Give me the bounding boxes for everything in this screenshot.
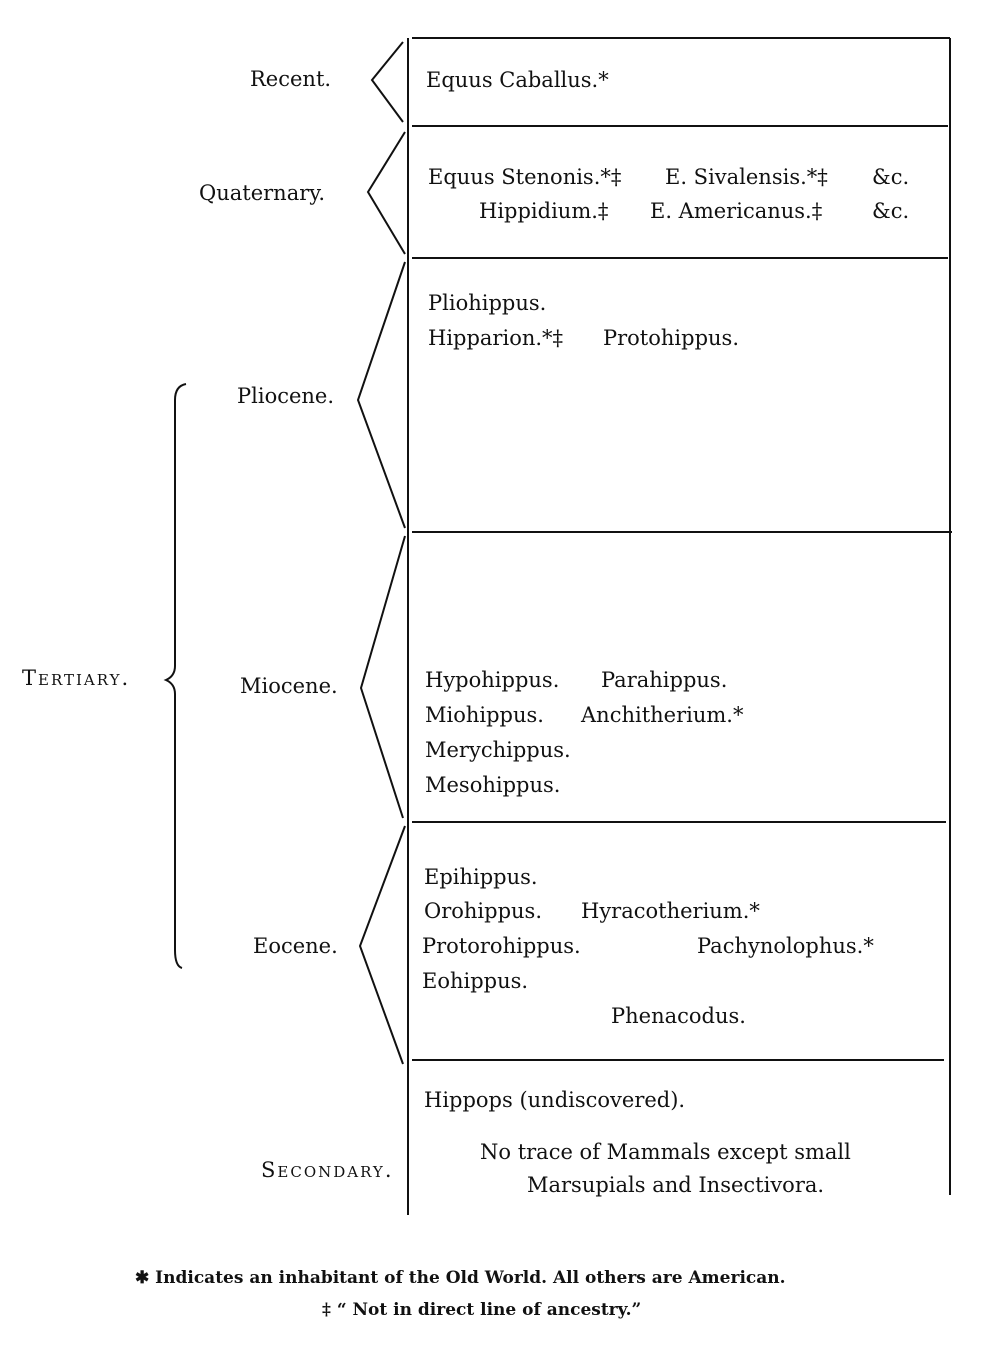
epoch-miocene: Miocene. (240, 674, 338, 698)
bracket-miocene (361, 536, 405, 818)
genus-label: &c. (872, 165, 910, 189)
genus-label: Mesohippus. (425, 773, 561, 797)
genus-label: &c. (872, 199, 910, 223)
footnote-star (135, 1270, 786, 1287)
epoch-secondary: Secondary. (261, 1158, 394, 1182)
genus-label: Pachynolophus.* (697, 934, 874, 958)
genus-label: Hipparion.*‡ (428, 326, 564, 350)
secondary-note: No trace of Mammals except small (480, 1140, 851, 1164)
genus-label: Protohippus. (603, 326, 739, 350)
genus-label: Anchitherium.* (581, 703, 744, 727)
genus-label: Epihippus. (424, 865, 538, 889)
bracket-recent (372, 42, 403, 122)
epoch-recent: Recent. (250, 67, 332, 91)
secondary-note: Marsupials and Insectivora. (527, 1173, 825, 1197)
bracket-pliocene (358, 262, 405, 528)
genus-label: Phenacodus. (611, 1004, 746, 1028)
genus-label: Equus Stenonis.*‡ (428, 165, 622, 189)
genus-label: Orohippus. (424, 899, 543, 923)
genus-label: Equus Caballus.* (426, 68, 609, 92)
bracket-eocene (360, 826, 405, 1064)
genus-label: Pliohippus. (428, 291, 547, 315)
double-dagger-icon: ‡ (322, 1300, 331, 1320)
period-tertiary: Tertiary. (22, 666, 131, 690)
genus-label: E. Sivalensis.*‡ (665, 165, 828, 189)
genus-label: Hyracotherium.* (581, 899, 760, 923)
genus-label: Protorohippus. (422, 934, 581, 958)
epoch-pliocene: Pliocene. (237, 384, 335, 408)
genus-label: Hypohippus. (425, 668, 560, 692)
footnote-dagger-text: “ Not in direct line of ancestry.” (336, 1300, 642, 1320)
genus-label: Hippops (undiscovered). (424, 1088, 686, 1112)
footnote-dagger (322, 1302, 641, 1319)
genus-label: Miohippus. (425, 703, 544, 727)
genus-label: Hippidium.‡ (479, 199, 609, 223)
brace-tertiary (166, 384, 186, 968)
epoch-eocene: Eocene. (253, 934, 338, 958)
asterisk-icon: ✱ (135, 1268, 150, 1288)
bracket-quaternary (368, 132, 405, 254)
genus-label: Merychippus. (425, 738, 571, 762)
epoch-quaternary: Quaternary. (199, 181, 325, 205)
footnote-star-text: Indicates an inhabitant of the Old World. All others are American. (155, 1268, 786, 1288)
genus-label: Parahippus. (601, 668, 728, 692)
genus-label: Eohippus. (422, 969, 529, 993)
genus-label: E. Americanus.‡ (650, 199, 823, 223)
